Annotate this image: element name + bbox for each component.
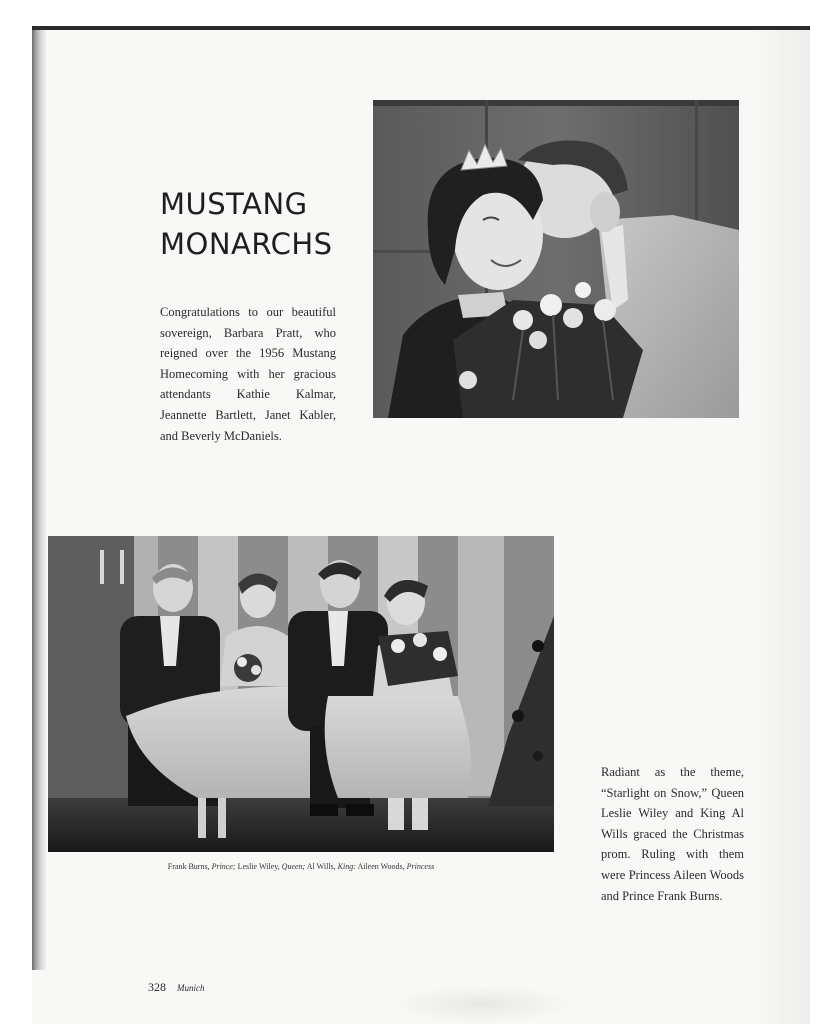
title-line-1: MUSTANG (160, 187, 308, 221)
christmas-prom-court-photo-image (48, 536, 554, 852)
page-smudge (392, 985, 572, 1024)
christmas-prom-paragraph: Radiant as the theme, “Starlight on Snow,” Queen Leslie Wiley and King Al Wills graced the Christmas prom. Ruling with them were Princess Aileen Woods and Prince Frank Burns. (601, 765, 744, 903)
page-number: 328 (148, 980, 166, 994)
page-edge-shadow (750, 30, 810, 1024)
caption-role-4: Princess (406, 862, 435, 871)
title-line-2: MONARCHS (160, 227, 333, 261)
caption-name-2: Leslie Wiley, (237, 862, 280, 871)
homecoming-queen-photo-image (373, 100, 739, 418)
page-footer (148, 980, 205, 995)
caption-name-4: Aileen Woods, (357, 862, 405, 871)
christmas-prom-court-photo (48, 536, 554, 852)
caption-role-2: Queen; (281, 862, 306, 871)
caption-role-3: King: (337, 862, 356, 871)
photo-caption (48, 862, 554, 872)
yearbook-page (32, 30, 810, 1024)
caption-name-3: Al Wills, (306, 862, 336, 871)
caption-name-1: Frank Burns, (167, 862, 210, 871)
homecoming-queen-photo (373, 100, 739, 418)
school-name: Munich (177, 983, 205, 993)
book-spine-shadow (32, 30, 46, 970)
intro-paragraph: Congratulations to our beautiful sovereign, Barbara Pratt, who reigned over the 1956 Mustang Homecoming with her gracious attendants Kathie Kalmar, Jeannette Bartlett, Janet Kabler, and Beverly McDaniels. (160, 305, 336, 443)
page-title (160, 184, 370, 264)
caption-role-1: Prince; (211, 862, 236, 871)
